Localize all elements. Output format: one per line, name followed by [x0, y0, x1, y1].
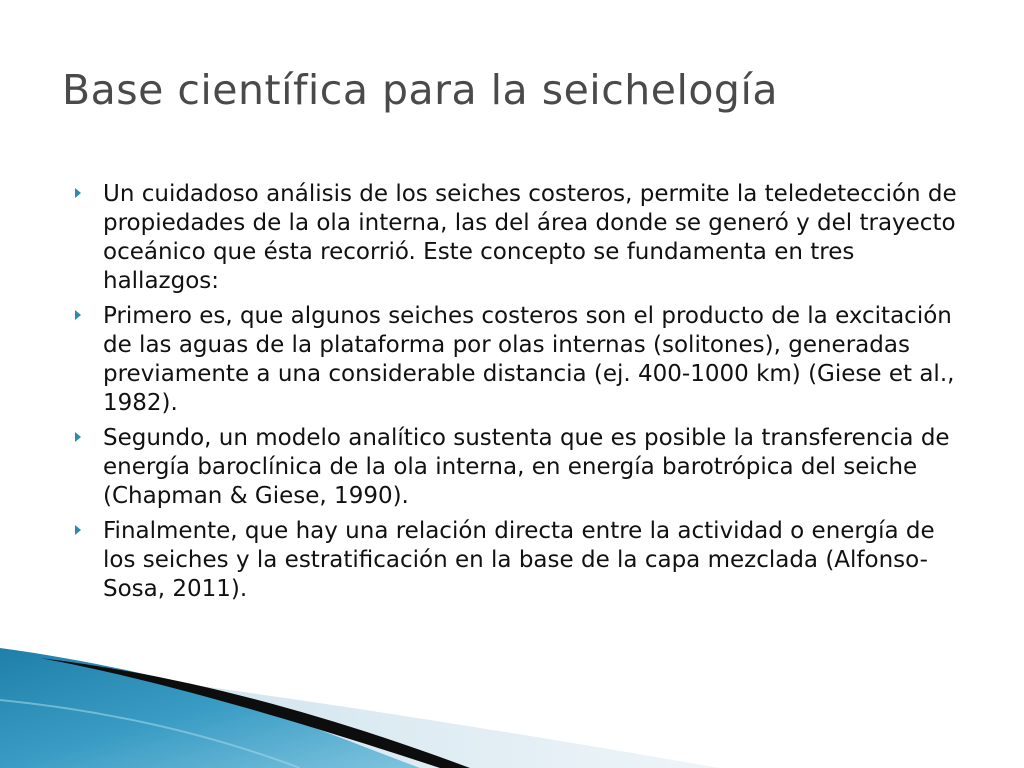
bullet-item: [72, 517, 972, 604]
bullet-item: [72, 424, 972, 511]
bullet-text: Un cuidadoso análisis de los seiches costeros, permite la teledetección de propiedades de la ola interna, las del área donde se generó y del trayecto oceánico que ésta recorrió. Este concepto se fundamenta en tres hallazgos:: [103, 181, 957, 294]
bullet-text: Primero es, que algunos seiches costeros son el producto de la excitación de las aguas de la plataforma por olas internas (solitones), generadas previamente a una considerable distancia (ej. 400-1000 km) (Giese et al., 1982).: [103, 303, 955, 416]
bullet-item: [72, 180, 972, 296]
bullet-list: [72, 180, 972, 610]
triangle-right-icon: [75, 310, 81, 320]
wave-blue-band: [0, 648, 420, 768]
bullet-item: [72, 302, 972, 418]
triangle-right-icon: [75, 432, 81, 442]
bullet-text: Segundo, un modelo analítico sustenta que es posible la transferencia de energía baroclínica de la ola interna, en energía barotrópica del seiche (Chapman & Giese, 1990).: [103, 425, 950, 509]
wave-highlight: [0, 700, 300, 768]
triangle-right-icon: [75, 188, 81, 198]
triangle-right-icon: [75, 525, 81, 535]
wave-dark-stripe: [40, 658, 470, 768]
wave-light-band: [0, 660, 720, 768]
slide-title: Base científica para la seichelogía: [62, 66, 778, 114]
bullet-text: Finalmente, que hay una relación directa entre la actividad o energía de los seiches y la estratificación en la base de la capa mezclada (Alfonso-Sosa, 2011).: [103, 518, 935, 602]
